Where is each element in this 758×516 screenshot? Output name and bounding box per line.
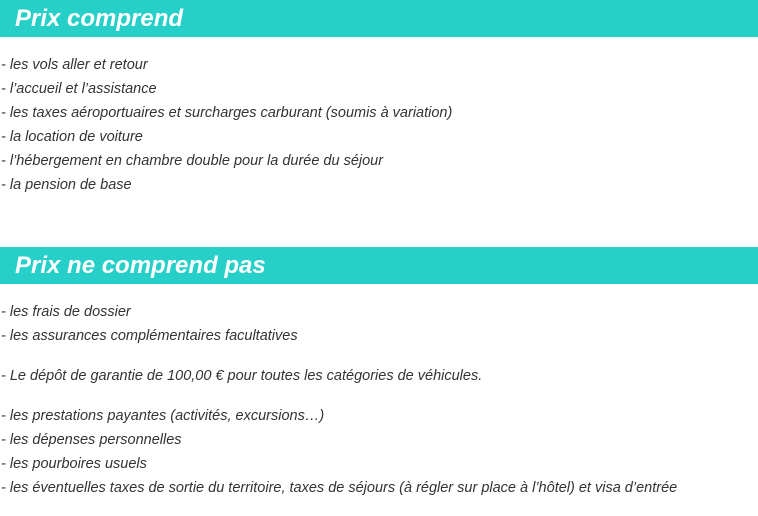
section-title-excluded: Prix ne comprend pas — [0, 247, 758, 284]
excluded-list-b — [0, 404, 758, 500]
list-item: - la location de voiture — [1, 129, 143, 145]
list-item: - la pension de base — [1, 177, 132, 193]
deposit-note: - Le dépôt de garantie de 100,00 € pour toutes les catégories de véhicules. — [1, 368, 483, 384]
excluded-list-a — [0, 300, 758, 348]
list-item: - les vols aller et retour — [1, 57, 148, 73]
list-item: - les taxes aéroportuaires et surcharges carburant (soumis à variation) — [1, 105, 453, 121]
list-item: - les frais de dossier — [1, 304, 131, 320]
list-item: - l’accueil et l’assistance — [1, 81, 157, 97]
list-item: - l’hébergement en chambre double pour la durée du séjour — [1, 153, 384, 169]
list-item: - les prestations payantes (activités, excursions…) — [1, 408, 325, 424]
list-item: - les assurances complémentaires facultatives — [1, 328, 298, 344]
list-item: - les pourboires usuels — [1, 456, 147, 472]
included-list — [0, 53, 758, 197]
list-item: - les éventuelles taxes de sortie du territoire, taxes de séjours (à régler sur place à l’hôtel) et visa d’entrée — [1, 480, 678, 496]
section-title-included: Prix comprend — [0, 0, 758, 37]
list-item: - les dépenses personnelles — [1, 432, 182, 448]
